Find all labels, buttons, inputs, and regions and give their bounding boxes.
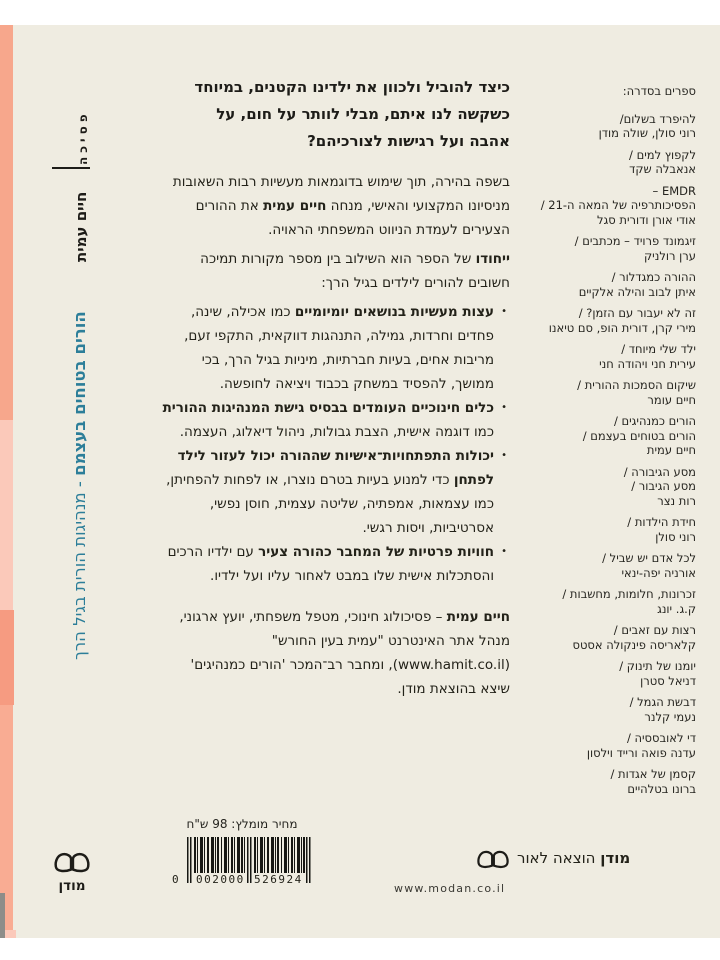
series-item <box>526 695 696 724</box>
modan-open-book-logo-icon <box>53 848 91 874</box>
recommended-price: מחיר מומלץ: 98 ש"ח <box>186 817 298 831</box>
paragraph <box>158 247 510 295</box>
series-item-line: שיקום הסמכות ההורית / <box>577 378 696 392</box>
text-run: בשפה בהירה, תוך שימוש בדוגמאות מעשיות רבות השאובות מניסיונו המקצועי והאישי, מנחה <box>172 174 510 214</box>
series-item-line: חידת הילדות / <box>627 515 696 529</box>
blurb-paragraphs <box>158 170 510 295</box>
text-run: – פסיכולוג חינוכי, מטפל משפחתי, יועץ ארגוני, מנהל אתר האינטרנט "עמית בעין החורש" (www.hamit.co.il), ומחבר רב־המכר 'הורים כמנהיגים' שיצא בהוצאת מודן. <box>179 609 510 697</box>
text-run: כמו אכילה, שינה, פחדים וחרדות, גמילה, התנהגות דווקאית, התקפי זעם, מריבות אחים, בעיות חברתיות, מיניות בגיל הרך, בכי ממושך, להפסיד במשחק בכבוד ויציאה לחופשה. <box>184 304 494 392</box>
series-item-line: EMDR – <box>652 183 696 198</box>
modan-open-book-logo-icon <box>476 846 510 870</box>
series-item-line: קלאריסה פינקולה אסטס <box>572 637 696 652</box>
series-item-line: אנאבלה שקד <box>629 162 696 176</box>
series-item <box>526 234 696 263</box>
series-item <box>526 767 696 796</box>
series-item-line: זיגמונד פרויד – מכתבים / <box>574 234 696 248</box>
series-item-line: חיים עומר <box>647 392 696 407</box>
series-item-line: ילד שלי מיוחד / <box>621 342 696 356</box>
text-run-bold: חיים עמית <box>263 198 327 214</box>
series-item <box>526 551 696 580</box>
text-run-bold: ייחודו <box>475 251 510 267</box>
spine-series-name: פסיכה <box>76 110 90 165</box>
series-list-column <box>526 84 696 803</box>
left-photo-edge-strip <box>0 420 13 610</box>
modan-logo-label: מודן <box>58 878 86 894</box>
series-item-line: רות נצר <box>657 493 696 508</box>
spine-book-title <box>70 311 89 660</box>
series-item <box>526 306 696 335</box>
text-run: של הספר הוא השילוב בין מספר מקורות תמיכה חשובים להורים לילדים בגיל הרך: <box>200 251 510 291</box>
publisher-name <box>517 849 630 867</box>
series-item-line: עירית חני ויהודה חני <box>599 356 696 371</box>
text-run-bold: יכולות התפתחויות־אישיות שההורה יכול לעזור לילד לפתחן <box>177 448 494 488</box>
author-bio <box>158 605 510 701</box>
paragraph <box>158 170 510 242</box>
spine-author-name: חיים עמית <box>72 191 90 262</box>
series-item-line: הורים כמנהיגים / <box>613 414 696 428</box>
series-item <box>526 184 696 228</box>
series-item-line: לכל אדם יש שביל / <box>602 551 696 565</box>
series-item-line: איתן לבוב והילה אלקיים <box>578 284 696 299</box>
text-run: עם ילדיו הרכים והסתכלות אישית שלו במבט לאחור עליו ועל ילדיו. <box>167 544 494 584</box>
series-item-line: חיים עמית <box>646 443 696 457</box>
text-run-bold: חוויות פרטיות של המחבר כהורה צעיר <box>258 544 494 560</box>
bullet-item <box>158 300 494 396</box>
series-item <box>526 659 696 688</box>
bullet-item <box>158 396 494 444</box>
series-item-line: עדנה פואה ורייד וילסון <box>586 745 696 760</box>
publisher-website: www.modan.co.il <box>394 882 506 895</box>
text-run: כמו דוגמה אישית, הצבת גבולות, ניהול דיאלוג, העצמה. <box>179 424 494 440</box>
series-item <box>526 342 696 371</box>
series-item <box>526 587 696 616</box>
series-item <box>526 731 696 760</box>
barcode-digit-prefix: 0 <box>172 873 179 886</box>
series-item-line: רוני סולן <box>655 529 696 544</box>
text-run: את ההורים הצעירים לעמדת הניווט המשפחתי הראויה. <box>195 198 510 238</box>
bullet-list <box>158 300 510 588</box>
spine-title-subtitle: - מנהיגות הורית בגיל הרך <box>70 475 89 660</box>
series-item-line: נעמי קלנר <box>644 709 696 724</box>
series-item <box>526 414 696 458</box>
series-list-header: ספרים בסדרה: <box>622 84 696 98</box>
series-item-line: זכרונות, חלומות, מחשבות / <box>562 587 696 601</box>
series-item <box>526 378 696 407</box>
series-item-line: הפסיכותרפיה של המאה ה-21 / <box>540 198 696 212</box>
series-item-line: מסע הגיבור / <box>631 479 696 493</box>
left-photo-edge-strip <box>0 610 14 705</box>
series-item <box>526 270 696 299</box>
ean-barcode <box>172 837 312 895</box>
series-item-line: להיפרד בשלום/ <box>619 111 696 126</box>
back-cover-blurb <box>158 74 510 701</box>
series-item-line: ק.ג. יונג <box>657 601 696 616</box>
series-item-line: יומנו של תינוק / <box>619 659 696 673</box>
bullet-item <box>158 444 494 540</box>
text-run-bold: כלים חינוכיים העומדים בבסיס גישת המנהיגות ההורית <box>162 400 494 416</box>
series-item-line: זה לא יעבור עם הזמן? / <box>578 306 696 320</box>
series-item-line: הורים בטוחים בעצמם / <box>582 428 696 443</box>
series-item-line: ברונו בטלהיים <box>627 781 696 796</box>
left-photo-edge-strip <box>0 25 13 420</box>
series-item <box>526 515 696 544</box>
series-item <box>526 112 696 141</box>
series-item-line: דניאל סטרן <box>640 673 696 688</box>
left-photo-edge-sliver <box>0 893 5 938</box>
spine-title-main: הורים בטוחים בעצמם <box>70 311 89 476</box>
text-run-bold: עצות מעשיות בנושאים יומיומיים <box>294 304 494 320</box>
series-item-line: קסמן של אגדות / <box>610 767 696 781</box>
series-item-line: אורניה יפה-ינאי <box>621 565 696 580</box>
series-item-line: רוני סולן, שולה מודן <box>598 126 696 140</box>
text-run: כדי למנוע בעיות בטרם נוצרו, או לפחות להפחיתן, כמו עצמאות, אמפתיה, שליטה עצמית, חוסן נפשי, אסרטיביות, ויסות רגשי. <box>166 472 494 536</box>
series-item-line: רצות עם זאבים / <box>613 623 696 637</box>
series-item-line: די לאובססיה / <box>626 731 696 745</box>
series-item-line: ההורה כמגדלור / <box>611 270 696 284</box>
intro-question: כיצד להוביל ולכוון את ילדינו הקטנים, במיוחד כשקשה לנו איתם, מבלי לוותר על חום, על אהבה ועל רגישות לצורכיהם? <box>194 78 510 150</box>
series-item-line: אודי אורן ודורית סגל <box>597 212 696 227</box>
series-list <box>526 112 696 797</box>
modan-spine-logo <box>50 848 94 894</box>
publisher-block <box>388 846 638 895</box>
series-item-line: מירי קרן, דורית הופ, סם טיאנו <box>548 320 696 335</box>
series-item <box>526 623 696 652</box>
barcode-digits-left: 002000 <box>196 873 245 886</box>
series-item-line: דבשת הגמל / <box>629 695 696 709</box>
series-item <box>526 148 696 177</box>
series-item <box>526 465 696 509</box>
spine-divider-line <box>52 167 90 169</box>
publisher-name-rest: הוצאה לאור <box>517 849 596 867</box>
barcode-digits-right: 526924 <box>254 873 303 886</box>
series-item-line: מסע הגיבורה / <box>623 464 696 479</box>
bullet-item <box>158 540 494 588</box>
series-item-line: לקפוץ למים / <box>629 147 696 162</box>
text-run-bold: חיים עמית <box>446 609 510 625</box>
publisher-name-bold: מודן <box>600 849 631 867</box>
series-item-line: ערן רולניק <box>644 248 696 263</box>
